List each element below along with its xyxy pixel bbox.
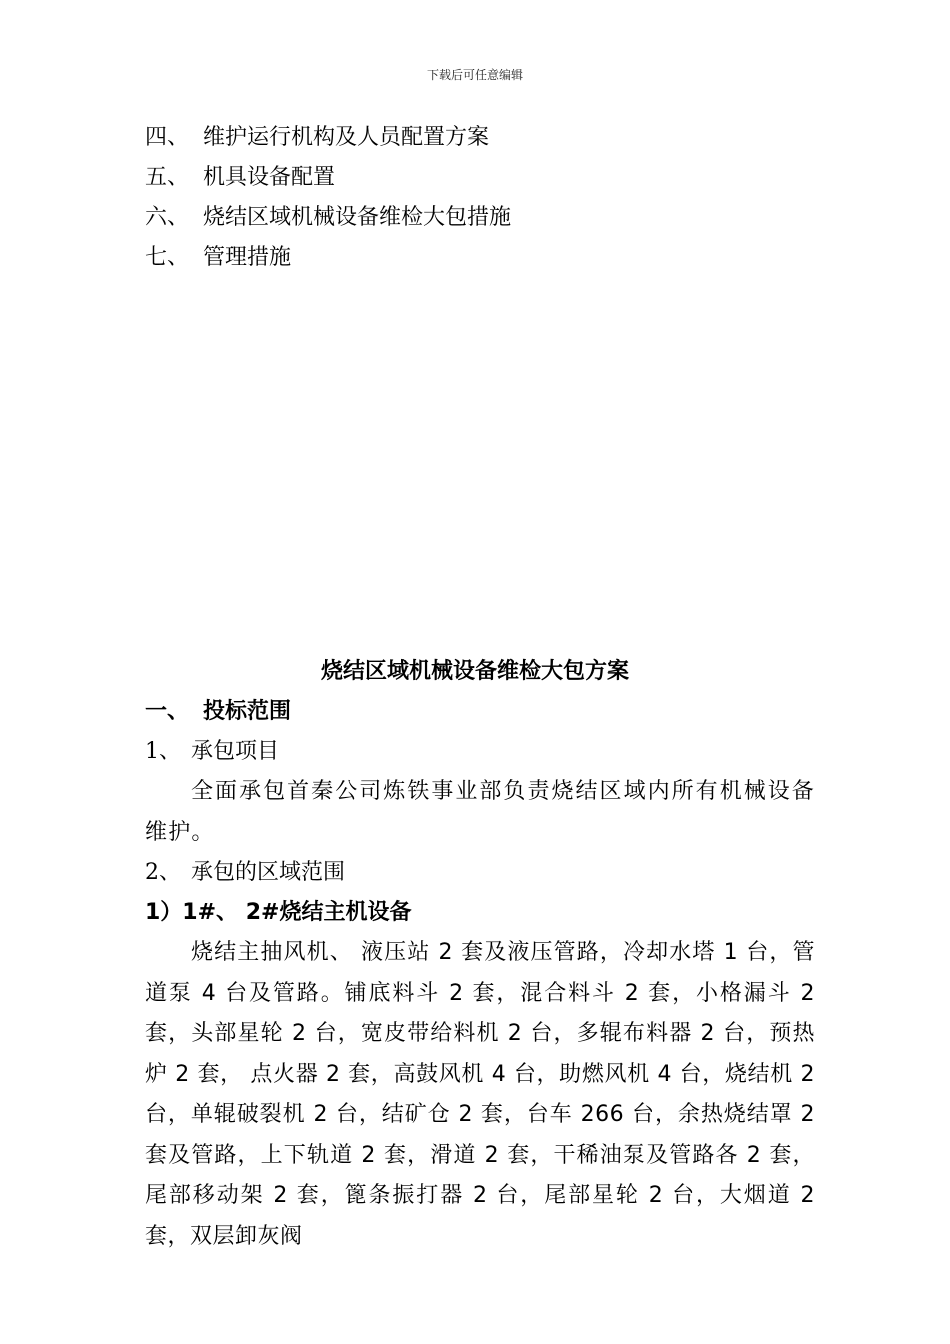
toc-item-number: 七、 (145, 245, 190, 270)
subsection-label: 1）1#、 2#烧结主机设备 (145, 900, 412, 925)
toc-item (145, 118, 825, 158)
toc-item-number: 六、 (145, 205, 190, 230)
toc-item-label: 维护运行机构及人员配置方案 (203, 125, 490, 150)
section-number: 一、 (145, 699, 190, 724)
toc-item-number: 五、 (145, 165, 190, 190)
section-label: 投标范围 (203, 699, 292, 724)
subsection-heading (145, 893, 815, 933)
toc-item-label: 管理措施 (203, 245, 292, 270)
toc-item-label: 烧结区域机械设备维检大包措施 (203, 205, 512, 230)
item-number: 2、 (145, 860, 181, 885)
table-of-contents (145, 118, 825, 278)
item-paragraph: 全面承包首秦公司炼铁事业部负责烧结区域内所有机械设备维护。 (145, 779, 815, 845)
document-body (145, 692, 815, 1257)
toc-item-label: 机具设备配置 (203, 165, 336, 190)
item-number: 1、 (145, 739, 181, 764)
section-heading (145, 692, 815, 732)
item-label: 承包项目 (191, 739, 280, 764)
subsection-paragraph: 烧结主抽风机、 液压站 2 套及液压管路，冷却水塔 1 台，管道泵 4 台及管路。铺底料斗 2 套，混合料斗 2 套，小格漏斗 2 套，头部星轮 2 台，宽皮带给料机 2 台，多辊布料器 2 台，预热炉 2 套， 点火器 2 套，高鼓风机 4 台，助燃风机 4 台，烧结机 2 台，单辊破裂机 2 台，结矿仓 2 套，台车 266 台，余热烧结罩 2 套及管路，上下轨道 2 套，滑道 2 套，干稀油泵及管路各 2 套，尾部移动架 2 套，篦条振打器 2 台，尾部星轮 2 台，大烟道 2 套，双层卸灰阀 (145, 940, 815, 1249)
toc-item (145, 158, 825, 198)
document-title: 烧结区域机械设备维检大包方案 (320, 659, 629, 684)
toc-item (145, 198, 825, 238)
header-note: 下载后可任意编辑 (426, 68, 523, 82)
item-heading (145, 853, 815, 893)
toc-item-number: 四、 (145, 125, 190, 150)
toc-item (145, 238, 825, 278)
item-heading (145, 732, 815, 772)
item-label: 承包的区域范围 (191, 860, 346, 885)
